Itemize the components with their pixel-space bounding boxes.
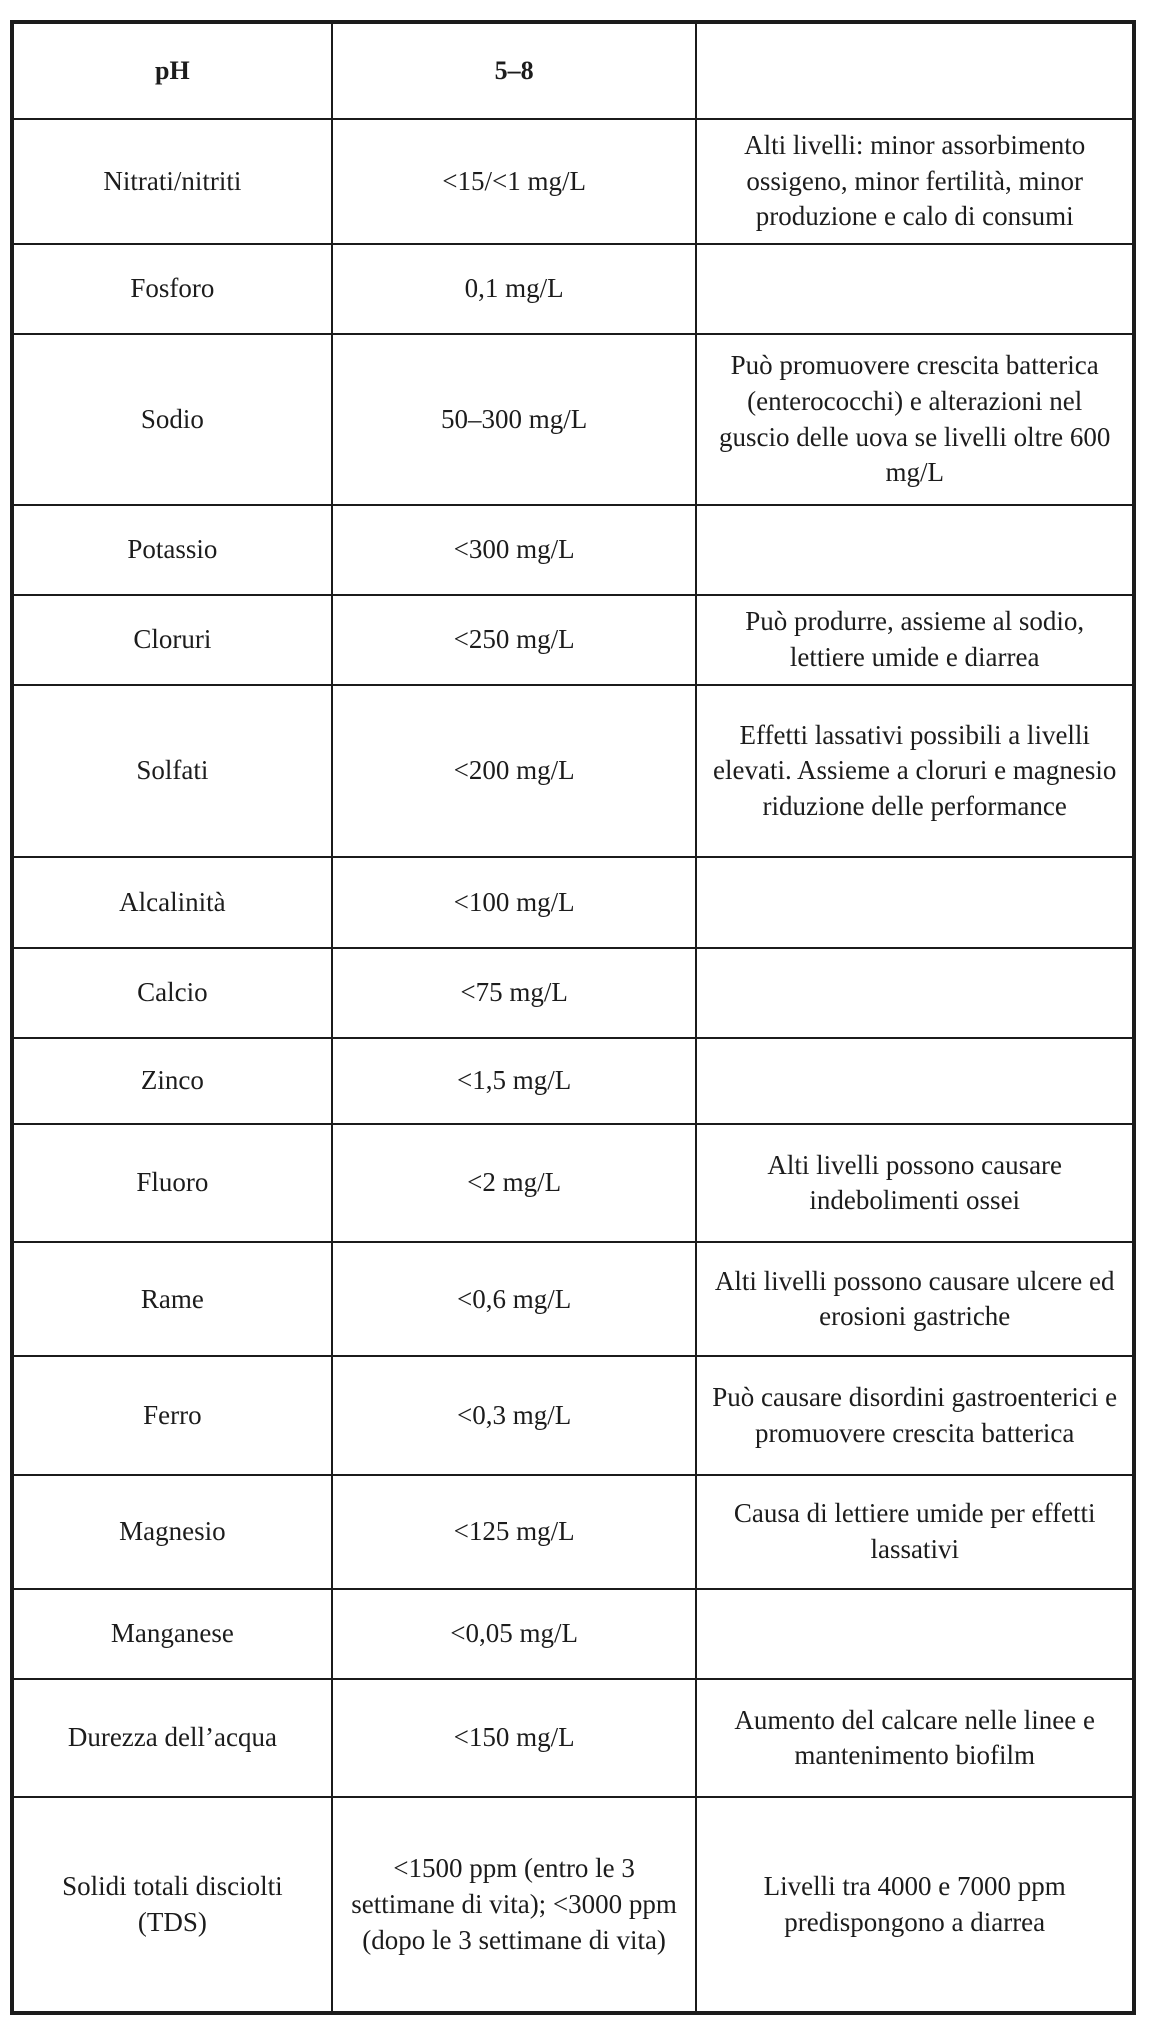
parameter-cell: Alcalinità — [12, 857, 332, 947]
value-cell: <1,5 mg/L — [332, 1038, 697, 1124]
table-row — [12, 1797, 1134, 2013]
notes-cell: Può produrre, assieme al sodio, lettiere umide e diarrea — [696, 595, 1134, 685]
table-row — [12, 1038, 1134, 1124]
table-row — [12, 1124, 1134, 1242]
parameter-cell: Durezza dell’acqua — [12, 1679, 332, 1797]
table-row — [12, 244, 1134, 334]
notes-cell: Aumento del calcare nelle linee e mantenimento biofilm — [696, 1679, 1134, 1797]
value-cell: <0,3 mg/L — [332, 1356, 697, 1474]
parameter-cell: Fosforo — [12, 244, 332, 334]
notes-cell — [696, 505, 1134, 595]
notes-cell: Può causare disordini gastroenterici e promuovere crescita batterica — [696, 1356, 1134, 1474]
value-cell: 0,1 mg/L — [332, 244, 697, 334]
table-row — [12, 505, 1134, 595]
notes-cell — [696, 857, 1134, 947]
parameter-cell: Solidi totali disciolti (TDS) — [12, 1797, 332, 2013]
water-quality-table — [10, 20, 1136, 2015]
notes-cell — [696, 948, 1134, 1038]
table-row — [12, 119, 1134, 244]
value-cell: <250 mg/L — [332, 595, 697, 685]
parameter-cell: Sodio — [12, 334, 332, 504]
value-cell: <15/<1 mg/L — [332, 119, 697, 244]
table-header — [12, 22, 1134, 119]
table-row — [12, 595, 1134, 685]
parameter-cell: Potassio — [12, 505, 332, 595]
value-cell: <75 mg/L — [332, 948, 697, 1038]
value-cell: <200 mg/L — [332, 685, 697, 857]
parameter-cell: Magnesio — [12, 1475, 332, 1589]
parameter-cell: Calcio — [12, 948, 332, 1038]
value-cell: <0,05 mg/L — [332, 1589, 697, 1679]
table-row — [12, 685, 1134, 857]
notes-cell: Livelli tra 4000 e 7000 ppm predispongono a diarrea — [696, 1797, 1134, 2013]
table-body — [12, 119, 1134, 2013]
header-row — [12, 22, 1134, 119]
value-cell: <2 mg/L — [332, 1124, 697, 1242]
value-cell: <300 mg/L — [332, 505, 697, 595]
parameter-cell: Nitrati/nitriti — [12, 119, 332, 244]
notes-cell — [696, 1589, 1134, 1679]
parameter-cell: Zinco — [12, 1038, 332, 1124]
value-cell: 50–300 mg/L — [332, 334, 697, 504]
parameter-cell: Manganese — [12, 1589, 332, 1679]
table-row — [12, 857, 1134, 947]
notes-cell: Alti livelli possono causare ulcere ed erosioni gastriche — [696, 1242, 1134, 1356]
table-row — [12, 1475, 1134, 1589]
table-row — [12, 948, 1134, 1038]
notes-cell: Può promuovere crescita batterica (enterococchi) e alterazioni nel guscio delle uova se livelli oltre 600 mg/L — [696, 334, 1134, 504]
parameter-cell: Solfati — [12, 685, 332, 857]
notes-cell: Alti livelli: minor assorbimento ossigeno, minor fertilità, minor produzione e calo di consumi — [696, 119, 1134, 244]
header-parameter-cell: pH — [12, 22, 332, 119]
table-row — [12, 1589, 1134, 1679]
parameter-cell: Cloruri — [12, 595, 332, 685]
notes-cell — [696, 244, 1134, 334]
notes-cell: Alti livelli possono causare indebolimenti ossei — [696, 1124, 1134, 1242]
table-row — [12, 1356, 1134, 1474]
table-row — [12, 1242, 1134, 1356]
value-cell: <100 mg/L — [332, 857, 697, 947]
header-value-cell: 5–8 — [332, 22, 697, 119]
value-cell: <125 mg/L — [332, 1475, 697, 1589]
value-cell: <0,6 mg/L — [332, 1242, 697, 1356]
value-cell: <150 mg/L — [332, 1679, 697, 1797]
parameter-cell: Ferro — [12, 1356, 332, 1474]
notes-cell: Effetti lassativi possibili a livelli elevati. Assieme a cloruri e magnesio riduzione delle performance — [696, 685, 1134, 857]
table-row — [12, 334, 1134, 504]
value-cell: <1500 ppm (entro le 3 settimane di vita); <3000 ppm (dopo le 3 settimane di vita) — [332, 1797, 697, 2013]
parameter-cell: Fluoro — [12, 1124, 332, 1242]
parameter-cell: Rame — [12, 1242, 332, 1356]
notes-cell: Causa di lettiere umide per effetti lassativi — [696, 1475, 1134, 1589]
table-row — [12, 1679, 1134, 1797]
header-notes-cell — [696, 22, 1134, 119]
notes-cell — [696, 1038, 1134, 1124]
